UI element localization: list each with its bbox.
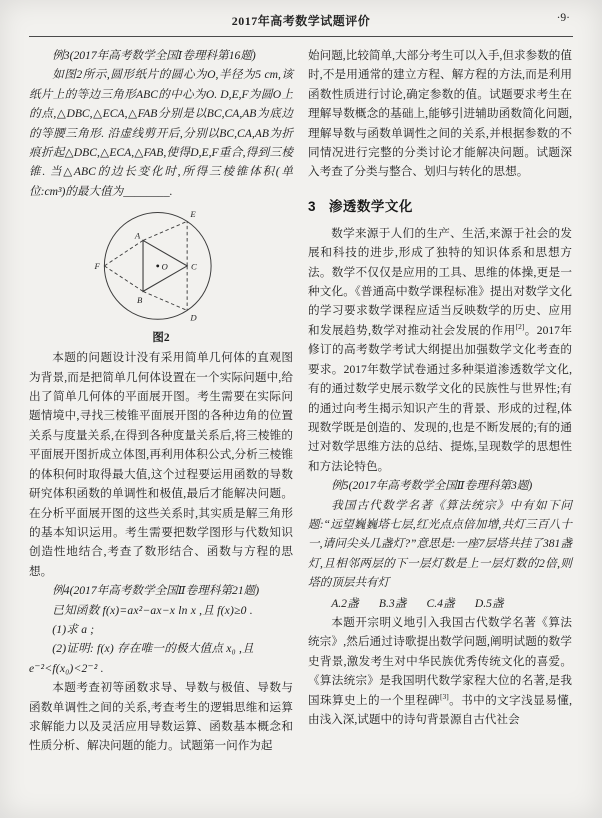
page-number: ·9· — [556, 12, 570, 24]
citation-ref-2: [2] — [515, 322, 525, 332]
circle-triangle-diagram — [68, 206, 254, 328]
label-E: E — [190, 209, 196, 220]
example4-question2: (2)证明: f(x) 存在唯一的极大值点 x₀ ,且 — [52, 642, 254, 656]
example5-title: 例5(2017年高考数学全国Ⅱ卷理科第3题) — [331, 479, 533, 493]
example5-problem-text: 我国古代数学名著《算法统宗》中有如下问题:“远望巍巍塔七层,红光点点倍加增,共灯三百八十一,请问尖头几盏灯?”意思是:一座7层塔共挂了381盏灯,且相邻两层的下一层灯数是上一层灯数的2倍,则塔的顶层共有灯 — [308, 498, 572, 590]
section-3-heading — [308, 195, 572, 215]
figure-2 — [29, 206, 293, 345]
vertex-labels — [94, 209, 198, 322]
label-B: B — [137, 295, 143, 306]
page-header — [0, 0, 602, 32]
example4-analysis-continued: 始问题,比较简单,大部分考生可以入手,但求参数的值时,不是用通常的建立方程、解方程的方法,而是利用函数性质进行讨论,确定参数的值。试题要求考生在理解导数概念的基础上,能够引进辅助函数简化问题,理解导数与函数单调性之间的关系,并根据参数的不同情况进行完整的分类讨论才能解决问题。试题深入考查了分类与整合、划归与转化的思想。 — [308, 49, 572, 179]
running-title: 2017年高考数学试题评价 — [231, 14, 371, 28]
example4-question1: (1)求 a ; — [52, 622, 95, 636]
section3-paragraph — [308, 224, 572, 476]
section-number: 3 — [308, 198, 317, 214]
figure-caption: 图2 — [152, 332, 170, 345]
example3-title: 例3(2017年高考数学全国Ⅰ卷理科第16题) — [52, 49, 256, 62]
label-F: F — [94, 261, 100, 272]
citation-ref-3: [3] — [439, 691, 449, 701]
label-D: D — [190, 312, 197, 323]
center-dot — [156, 265, 159, 268]
example5-analysis-b: 。书中的文字浅显易懂,由浅入深,试题中的诗句背景源自古代社会 — [308, 693, 572, 726]
example5-options — [308, 594, 572, 613]
label-O: O — [161, 261, 168, 272]
label-A: A — [134, 230, 141, 241]
option-D: D.5盏 — [474, 596, 504, 610]
header-rule — [29, 36, 573, 37]
section3-text-b: 。2017年修订的高考数学考试大纲提出加强数学文化考查的要求。2017年数学试卷通过多种渠道渗透数学文化,有的通过数学史展示数学文化的民族性与世界性;有的通过向考生揭示知识产生的背景、形成的过程,体现数学既是创造的、发现的,也是不断发展的;有的通过对数学思维方法的总结、提炼,呈现数学的思想性和方法论特色。 — [308, 323, 572, 473]
left-column — [29, 46, 293, 756]
example5-analysis — [308, 613, 572, 729]
option-B: B.3盏 — [378, 596, 407, 610]
section-title: 渗透数学文化 — [328, 198, 413, 214]
example4-analysis: 本题考查初等函数求导、导数与极值、导数与函数单调性之间的关系,考查考生的逻辑思维和运算求解能力以及灵活应用导数运算、函数基本概念和性质分析、解决问题的能力。试题第一问作为起 — [29, 681, 293, 753]
two-column-body — [0, 46, 602, 756]
example4-question2-inequality: e⁻²<f(x₀)<2⁻² . — [29, 661, 104, 675]
example3-problem-text: 如图2所示,圆形纸片的圆心为O,半径为5 cm,该纸片上的等边三角形ABC的中心为O. D,E,F为圆O上的点,△DBC,△ECA,△FAB分别是以BC,CA,AB为底边的等腰三角形. 沿虚线剪开后,分别以BC,CA,AB为折痕折起△DBC,△ECA,△FAB,使得D,E,F重合,得到三棱锥. 当△ABC的边长变化时,所得三棱锥体积(单位:cm³)的最大值为________. — [29, 68, 293, 198]
right-column — [308, 46, 572, 756]
dashed-fold-lines — [104, 222, 187, 311]
example4-function: 已知函数 f(x)=ax²−ax−x ln x ,且 f(x)≥0 . — [52, 603, 253, 617]
label-C: C — [190, 261, 197, 272]
example5-analysis-a: 本题开宗明义地引入我国古代数学名著《算法统宗》,然后通过诗歌提出数学问题,阐明试题的数学史背景,激发考生对中华民族优秀传统文化的喜爱。《算法统宗》是我国明代数学家程大位的名著,是我国珠算史上的一个里程碑 — [308, 615, 572, 707]
example4-title: 例4(2017年高考数学全国Ⅱ卷理科第21题) — [52, 584, 260, 598]
option-C: C.4盏 — [426, 596, 455, 610]
section3-text-a: 数学来源于人们的生产、生活,来源于社会的发展和科技的进步,形成了独特的知识体系和思想方法。数学不仅仅是应用的工具、思维的体操,更是一种文化。《普通高中数学课程标准》提出对数学文化的学习要求数学课程应适当反映数学的历史、应用和发展趋势,数学对推动社会发展的作用 — [308, 226, 572, 337]
example3-analysis: 本题的问题设计没有采用简单几何体的直观图为背景,而是把简单几何体设置在一个实际问题中,给出了简单几何体的平面展开图。考生需要在实际问题情境中,寻找三棱锥平面展开图的各种边角的位置关系与度量关系,在得到各种度量关系后,将三棱锥的平面展开图折成立体图,再利用体积公式,分析三棱锥的体积何时取得最大值,这个过程要运用函数的导数研究体积函数的单调性和极值,最后才能解决问题。在分析平面展开图的这些关系时,其实质是解三角形的基本知识运用。考生需要把数学图形与代数知识创造性地结合,考查了数形结合、函数与方程的思想。 — [29, 351, 293, 578]
option-A: A.2盏 — [331, 596, 359, 610]
